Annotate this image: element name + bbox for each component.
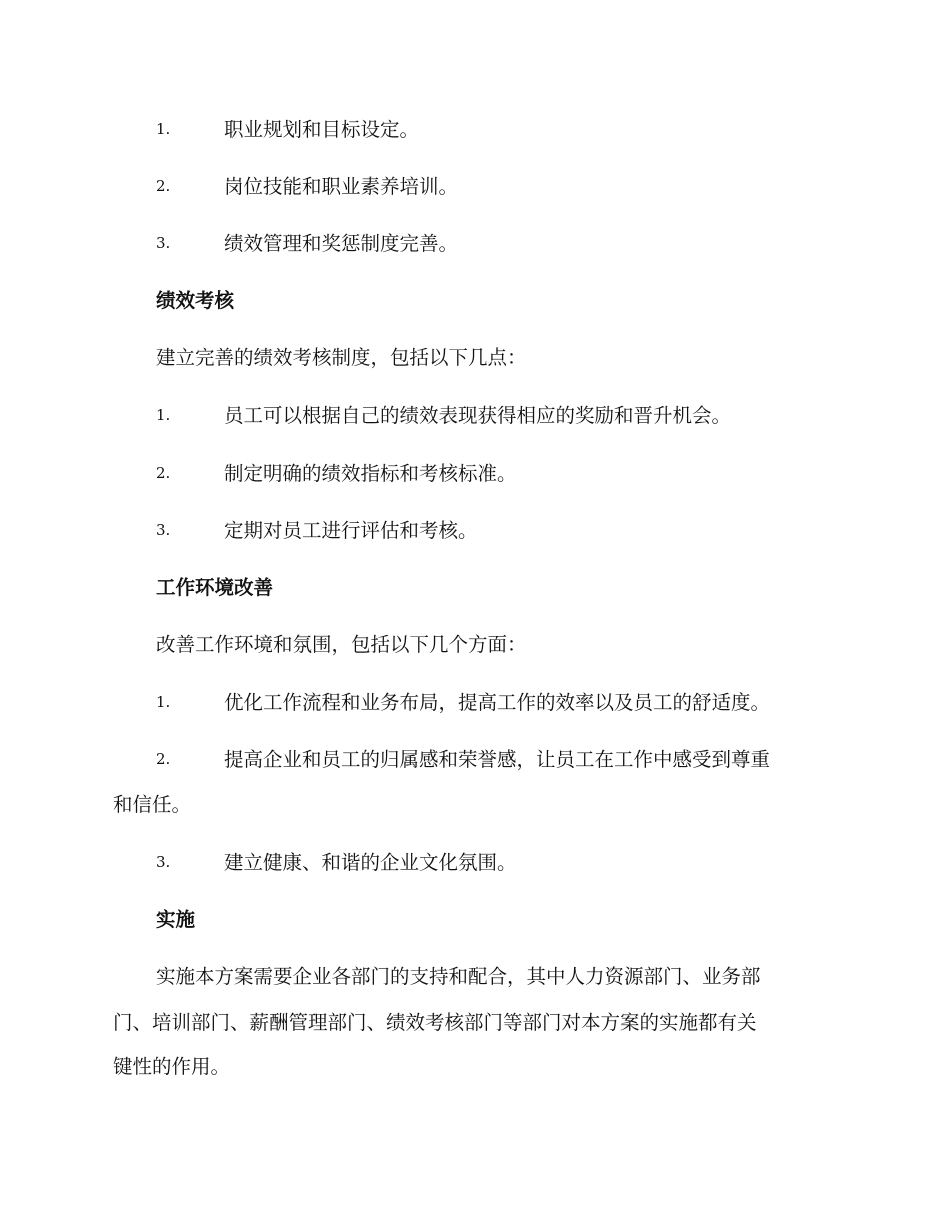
list-item: 提高企业和员工的归属感和荣誉感，让员工在工作中感受到尊重 — [224, 748, 771, 771]
list-number: 2. — [156, 464, 171, 482]
section-intro-environment: 改善工作环境和氛围，包括以下几个方面： — [156, 633, 527, 656]
list-number: 2. — [156, 750, 171, 768]
list-number: 2. — [156, 177, 171, 195]
list-item: 制定明确的绩效指标和考核标准。 — [224, 462, 517, 485]
implementation-paragraph-line3: 键性的作用。 — [113, 1055, 231, 1078]
list-item: 优化工作流程和业务布局，提高工作的效率以及员工的舒适度。 — [224, 691, 771, 714]
implementation-paragraph-line2: 门、培训部门、薪酬管理部门、绩效考核部门等部门对本方案的实施都有关 — [113, 1011, 757, 1034]
list-item: 员工可以根据自己的绩效表现获得相应的奖励和晋升机会。 — [224, 404, 732, 427]
list-item: 绩效管理和奖惩制度完善。 — [224, 232, 459, 255]
list-number: 3. — [156, 234, 171, 252]
implementation-paragraph-line1: 实施本方案需要企业各部门的支持和配合，其中人力资源部门、业务部 — [156, 965, 761, 988]
list-number: 3. — [156, 853, 171, 871]
list-number: 1. — [156, 693, 171, 711]
list-item: 建立健康、和谐的企业文化氛围。 — [224, 851, 517, 874]
section-heading-environment: 工作环境改善 — [156, 576, 274, 599]
list-number: 1. — [156, 406, 171, 424]
section-heading-performance: 绩效考核 — [156, 289, 235, 312]
list-number: 3. — [156, 521, 171, 539]
list-item-continuation: 和信任。 — [113, 793, 192, 816]
list-item: 岗位技能和职业素养培训。 — [224, 175, 459, 198]
section-heading-implementation: 实施 — [156, 908, 196, 931]
list-number: 1. — [156, 120, 171, 138]
list-item: 定期对员工进行评估和考核。 — [224, 519, 478, 542]
section-intro-performance: 建立完善的绩效考核制度，包括以下几点： — [156, 346, 527, 369]
list-item: 职业规划和目标设定。 — [224, 118, 420, 141]
